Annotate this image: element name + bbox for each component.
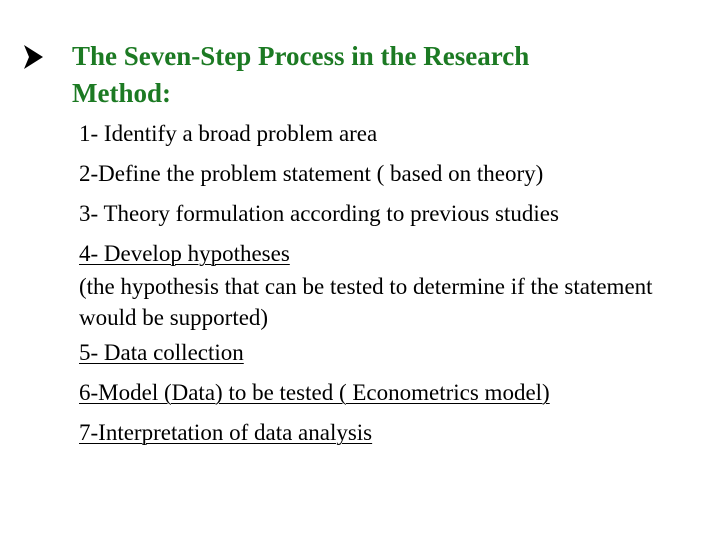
- slide-title-line-1: The Seven-Step Process in the Research: [72, 41, 530, 71]
- step-item-5: 5- Data collection: [79, 340, 244, 365]
- step-item-4: 4- Develop hypotheses: [79, 241, 290, 266]
- slide-title: [72, 38, 692, 112]
- slide-title-line-2: Method:: [72, 78, 171, 108]
- arrowhead-bullet-icon: [22, 44, 44, 70]
- step-item-6: 6-Model (Data) to be tested ( Econometrics model): [79, 380, 550, 405]
- step-item-7: 7-Interpretation of data analysis: [79, 420, 373, 445]
- step-list: [79, 120, 699, 459]
- step-item-2: 2-Define the problem statement ( based on theory): [79, 161, 544, 186]
- step-item-1: 1- Identify a broad problem area: [79, 121, 378, 146]
- step-item-4-note: (the hypothesis that can be tested to determine if the statement would be supported): [79, 274, 653, 330]
- step-item-3: 3- Theory formulation according to previous studies: [79, 201, 559, 226]
